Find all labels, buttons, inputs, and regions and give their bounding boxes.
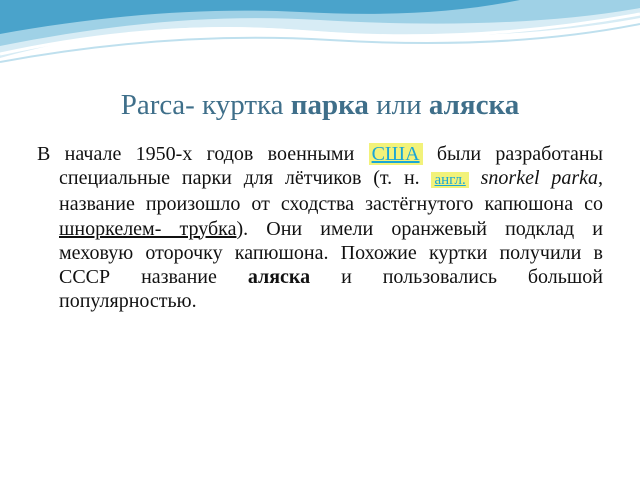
term-alaska: аляска xyxy=(247,266,311,289)
text-segment-6: и пользовались большой популярностью. xyxy=(59,266,603,313)
title-prefix: Parca- куртка xyxy=(120,89,291,121)
term-snorkel-parka: snorkel parka xyxy=(480,167,599,190)
title-bold-parka: парка xyxy=(290,89,369,121)
title-bold-alaska: аляска xyxy=(428,89,520,121)
body-paragraph xyxy=(37,142,603,313)
paragraph xyxy=(37,142,604,313)
text-segment-5: ). Они имели оранжевый подклад и меховую оторочку капюшона. Похожие куртки получили в СССР название xyxy=(59,217,604,289)
text-segment-3 xyxy=(469,167,481,189)
text-segment-4: , название произошло от сходства застёгнутого капюшона со xyxy=(59,167,604,216)
link-usa[interactable]: США xyxy=(369,143,423,165)
title-middle: или xyxy=(368,89,429,121)
header-wave-decoration xyxy=(0,0,640,90)
link-english-abbr[interactable]: англ. xyxy=(431,172,468,188)
slide-title xyxy=(0,87,640,123)
text-segment-1: В начале 1950-х годов военными xyxy=(37,143,369,165)
text-segment-2: были разработаны специальные парки для лётчиков (т. н. xyxy=(59,143,603,190)
link-snorkel[interactable]: шноркелем- трубка xyxy=(59,217,237,240)
